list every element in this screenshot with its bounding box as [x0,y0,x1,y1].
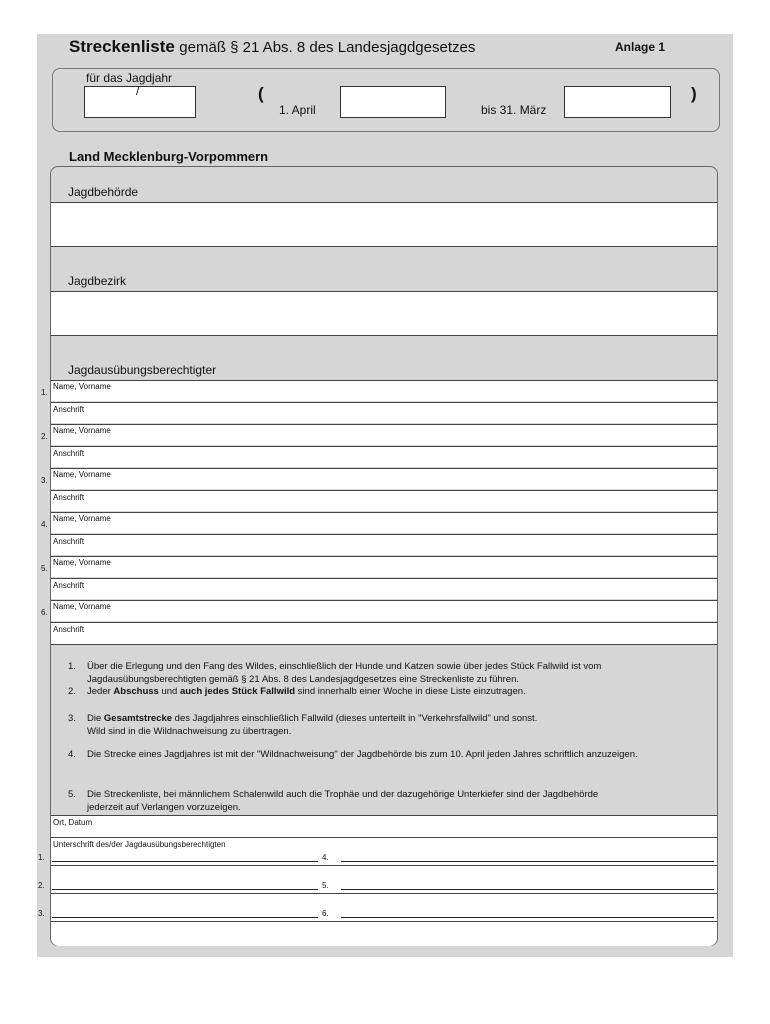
signatures-label: Unterschrift des/der Jagdausübungsberechtigten [53,840,226,849]
note-3-number: 3. [68,713,76,724]
hunting-year-field[interactable] [84,86,196,118]
signature-divider-2 [51,893,717,894]
form-title-bold: Streckenliste [69,37,175,56]
name-label: Name, Vorname [53,382,111,391]
signature-5-number: 5. [322,881,329,890]
district-label: Jagdbezirk [68,274,127,288]
state-name: Land Mecklenburg-Vorpommern [69,149,269,164]
person-2-name-field[interactable] [51,424,717,445]
address-label: Anschrift [53,537,85,546]
district-field[interactable] [51,291,717,336]
person-5-name-field[interactable] [51,556,717,577]
person-4-number: 4. [41,520,48,529]
signature-5-line[interactable] [341,889,714,890]
signature-3-line[interactable] [52,917,318,918]
place-date-label: Ort, Datum [53,818,93,827]
note-4-text: Die Strecke eines Jagdjahres ist mit der "Wildnachweisung" der Jagdbehörde bis zum 10. April jeden Jahres schriftlich anzuzeigen. [87,749,638,760]
signature-6-line[interactable] [341,917,714,918]
open-paren: ( [258,84,264,103]
name-label: Name, Vorname [53,470,111,479]
person-6-name-field[interactable] [51,600,717,621]
person-1-name-field[interactable] [51,380,717,401]
signature-4-number: 4. [322,853,329,862]
signature-2-number: 2. [38,881,45,890]
signature-4-line[interactable] [341,861,714,862]
place-date-field[interactable] [51,815,717,838]
note-4-number: 4. [68,749,76,760]
person-3-address-field[interactable] [51,490,717,511]
signature-divider-1 [51,865,717,866]
person-4-name-field[interactable] [51,512,717,533]
signature-3-number: 3. [38,909,45,918]
hunting-year-label: für das Jagdjahr [86,71,173,85]
address-label: Anschrift [53,581,85,590]
person-6-number: 6. [41,608,48,617]
address-label: Anschrift [53,493,85,502]
signature-2-line[interactable] [52,889,318,890]
person-2-address-field[interactable] [51,446,717,467]
note-2-text: Jeder Abschuss und auch jedes Stück Fallwild sind innerhalb einer Woche in diese Liste einzutragen. [87,686,526,697]
authority-label: Jagdbehörde [68,185,139,199]
hunter-label: Jagdausübungsberechtigter [68,363,217,377]
signature-1-number: 1. [38,853,45,862]
year-separator: / [136,84,140,98]
end-date-label: bis 31. März [481,103,547,117]
person-3-name-field[interactable] [51,468,717,489]
note-1-text: Über die Erlegung und den Fang des Wildes, einschließlich der Hunde und Katzen sowie über jedes Stück Fallwild ist vom Jagdausübungsberechtigten gemäß § 21 Abs. 8 des Landesjagdgesetzes eine Streckenliste zu führen. [87,661,602,685]
form-title [69,37,475,57]
signatures-area [51,837,717,946]
person-4-address-field[interactable] [51,534,717,555]
signature-divider-3 [51,921,717,922]
person-2-number: 2. [41,432,48,441]
name-label: Name, Vorname [53,514,111,523]
person-6-address-field[interactable] [51,622,717,645]
name-label: Name, Vorname [53,558,111,567]
close-paren: ) [691,84,697,103]
note-3-text: Die Gesamtstrecke des Jagdjahres einschließlich Fallwild (dieses unterteilt in "Verkehrsfallwild" und sonst. Wild sind in die Wildnachweisung zu übertragen. [87,713,538,737]
person-5-address-field[interactable] [51,578,717,599]
note-5-text: Die Streckenliste, bei männlichem Schalenwild auch die Trophäe und der dazugehörige Unterkiefer sind der Jagdbehörde jederzeit auf Verlangen vorzuzeigen. [87,789,599,813]
name-label: Name, Vorname [53,602,111,611]
address-label: Anschrift [53,405,85,414]
end-year-field[interactable] [564,86,671,118]
address-label: Anschrift [53,625,85,634]
note-2-number: 2. [68,686,76,697]
signature-6-number: 6. [322,909,329,918]
person-5-number: 5. [41,564,48,573]
address-label: Anschrift [53,449,85,458]
start-year-field[interactable] [340,86,446,118]
person-1-number: 1. [41,388,48,397]
note-5-number: 5. [68,789,76,800]
signature-1-line[interactable] [52,861,318,862]
authority-field[interactable] [51,202,717,247]
start-date-label: 1. April [279,103,316,117]
person-3-number: 3. [41,476,48,485]
form-title-rest: gemäß § 21 Abs. 8 des Landesjagdgesetzes [179,39,476,56]
note-1-number: 1. [68,661,76,672]
annex-label: Anlage 1 [615,40,666,54]
name-label: Name, Vorname [53,426,111,435]
person-1-address-field[interactable] [51,402,717,423]
